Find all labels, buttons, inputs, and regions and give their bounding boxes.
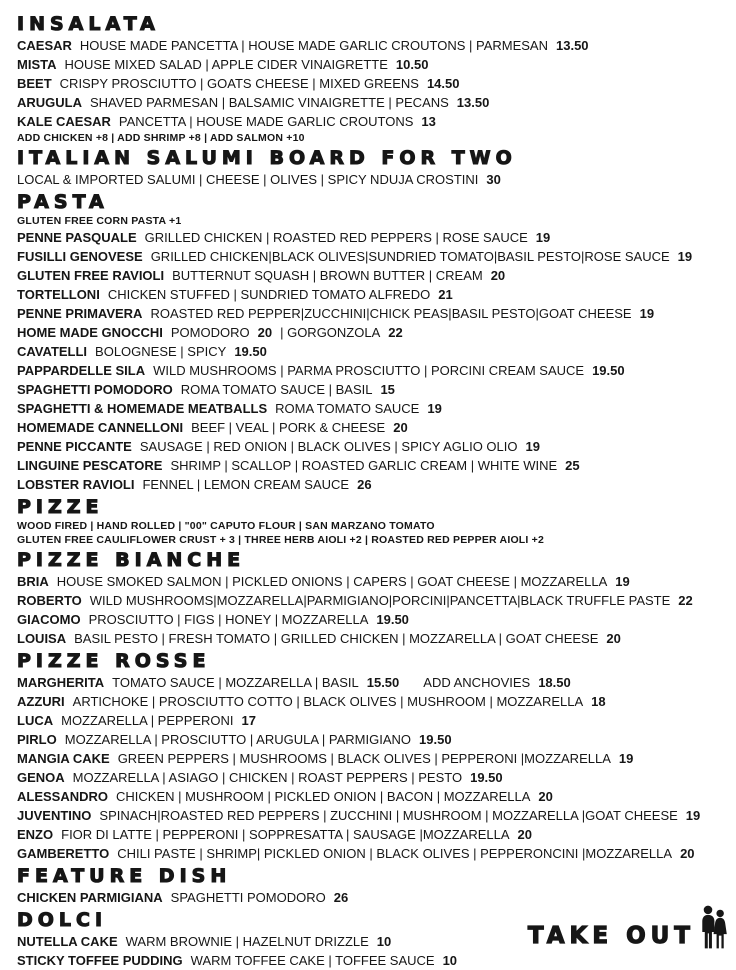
section-title-insalata: INSALATA <box>17 13 160 35</box>
item-description: GRILLED CHICKEN|BLACK OLIVES|SUNDRIED TOMATO|BASIL PESTO|ROSE SAUCE <box>150 249 670 264</box>
item-price: 20 <box>393 420 408 435</box>
item-name: MISTA <box>17 57 57 72</box>
item-description: HOUSE MIXED SALAD | APPLE CIDER VINAIGRETTE <box>64 57 388 72</box>
menu-item <box>17 730 730 749</box>
item-price: 20 <box>490 268 506 283</box>
item-name: GAMBERETTO <box>17 846 110 861</box>
item-description: CRISPY PROSCIUTTO | GOATS CHEESE | MIXED GREENS <box>59 76 419 91</box>
section-pizze <box>17 497 730 547</box>
item-price: 17 <box>241 713 256 728</box>
item-description: BEEF | VEAL | PORK & CHEESE <box>191 420 386 435</box>
item-name: GIACOMO <box>17 612 81 627</box>
menu-item <box>17 692 730 711</box>
item-name: LOUISA <box>17 631 67 646</box>
item-description: CHICKEN | MUSHROOM | PICKLED ONION | BACON | MOZZARELLA <box>116 789 531 804</box>
section-title-pasta: PASTA <box>17 191 109 213</box>
item-name: PENNE PRIMAVERA <box>17 306 143 321</box>
takeout-label: TAKE OUT <box>527 923 695 949</box>
item-name: PENNE PASQUALE <box>17 230 137 245</box>
item-description: BASIL PESTO | FRESH TOMATO | GRILLED CHICKEN | MOZZARELLA | GOAT CHEESE <box>74 631 599 646</box>
menu-item <box>17 170 730 189</box>
item-price: 19 <box>618 751 634 766</box>
item-name: GLUTEN FREE RAVIOLI <box>17 268 165 283</box>
menu-item <box>17 74 730 93</box>
item-price: 19 <box>427 401 442 416</box>
item-description: ADD ANCHOVIES <box>423 675 531 690</box>
section-title-pizze: PIZZE <box>17 496 104 518</box>
item-description: POMODORO <box>170 325 250 340</box>
menu-note <box>17 533 730 547</box>
note-text: GLUTEN FREE CAULIFLOWER CRUST + 3 | THREE HERB AIOLI +2 | ROASTED RED PEPPER AIOLI +2 <box>17 534 545 546</box>
item-price: 19 <box>615 574 630 589</box>
item-name: GENOA <box>17 770 65 785</box>
section-title-pizze-rosse: PIZZE ROSSE <box>17 650 211 672</box>
item-description: WILD MUSHROOMS|MOZZARELLA|PARMIGIANO|PORCINI|PANCETTA|BLACK TRUFFLE PASTE <box>89 593 671 608</box>
item-price: 19 <box>677 249 693 264</box>
menu-item <box>17 304 730 323</box>
section-insalata <box>17 14 730 145</box>
item-description: HOUSE SMOKED SALMON | PICKLED ONIONS | CAPERS | GOAT CHEESE | MOZZARELLA <box>56 574 608 589</box>
menu-item <box>17 418 730 437</box>
item-description: BUTTERNUT SQUASH | BROWN BUTTER | CREAM <box>172 268 483 283</box>
item-name: SPAGHETTI POMODORO <box>17 382 173 397</box>
menu-item <box>17 806 730 825</box>
item-description: BOLOGNESE | SPICY <box>95 344 227 359</box>
item-name: HOME MADE GNOCCHI <box>17 325 163 340</box>
menu-item <box>17 285 730 304</box>
menu-item <box>17 673 730 692</box>
section-title-italian-salumi-board-for-two: ITALIAN SALUMI BOARD FOR TWO <box>17 147 517 169</box>
section-pizze-rosse <box>17 651 730 863</box>
menu-item <box>17 475 730 494</box>
menu-note <box>17 519 730 533</box>
item-price: 19 <box>525 439 540 454</box>
item-name: LUCA <box>17 713 54 728</box>
section-title-feature-dish: FEATURE DISH <box>17 865 232 887</box>
menu-item <box>17 456 730 475</box>
item-price: 18.50 <box>538 675 571 690</box>
menu-item <box>17 711 730 730</box>
section-pizze-bianche <box>17 550 730 648</box>
item-price: 20 <box>680 846 695 861</box>
menu-item <box>17 342 730 361</box>
item-price: 19.50 <box>592 363 625 378</box>
item-price: 19.50 <box>419 732 452 747</box>
item-name: MANGIA CAKE <box>17 751 110 766</box>
item-description: GREEN PEPPERS | MUSHROOMS | BLACK OLIVES | PEPPERONI |MOZZARELLA <box>117 751 611 766</box>
item-price: 21 <box>438 287 453 302</box>
item-description: ROMA TOMATO SAUCE <box>275 401 420 416</box>
menu-item <box>17 844 730 863</box>
item-name: HOMEMADE CANNELLONI <box>17 420 184 435</box>
item-description: WILD MUSHROOMS | PARMA PROSCIUTTO | PORCINI CREAM SAUCE <box>153 363 585 378</box>
item-description: FIOR DI LATTE | PEPPERONI | SOPPRESATTA | SAUSAGE |MOZZARELLA <box>61 827 510 842</box>
item-name: NUTELLA CAKE <box>17 934 118 949</box>
item-price: 15 <box>380 382 395 397</box>
takeout-logo <box>528 902 728 952</box>
menu-item <box>17 323 730 342</box>
item-description: CHILI PASTE | SHRIMP| PICKLED ONION | BLACK OLIVES | PEPPERONCINI |MOZZARELLA <box>117 846 673 861</box>
item-name: PENNE PICCANTE <box>17 439 132 454</box>
section-title-dolci: DOLCI <box>17 909 108 931</box>
menu-item <box>17 437 730 456</box>
item-price: 20 <box>257 325 273 340</box>
item-price: 14.50 <box>426 76 460 91</box>
item-price: 25 <box>565 458 580 473</box>
note-text: ADD CHICKEN +8 | ADD SHRIMP +8 | ADD SALMON +10 <box>17 132 305 144</box>
item-name: BEET <box>17 76 52 91</box>
item-name: SPAGHETTI & HOMEMADE MEATBALLS <box>17 401 268 416</box>
item-description: PANCETTA | HOUSE MADE GARLIC CROUTONS <box>118 114 414 129</box>
item-description: HOUSE MADE PANCETTA | HOUSE MADE GARLIC CROUTONS | PARMESAN <box>79 38 548 53</box>
section-feature-dish <box>17 866 730 907</box>
item-price: 30 <box>486 172 501 187</box>
menu-item <box>17 572 730 591</box>
item-name: KALE CAESAR <box>17 114 111 129</box>
note-text: WOOD FIRED | HAND ROLLED | "00" CAPUTO FLOUR | SAN MARZANO TOMATO <box>17 520 435 532</box>
item-name: CAESAR <box>17 38 72 53</box>
item-price: 15.50 <box>366 675 400 690</box>
item-name: PAPPARDELLE SILA <box>17 363 146 378</box>
item-name: ARUGULA <box>17 95 82 110</box>
menu-item <box>17 787 730 806</box>
menu-item <box>17 361 730 380</box>
menu-sections <box>17 14 730 970</box>
item-name: CAVATELLI <box>17 344 88 359</box>
item-price: 22 <box>678 593 693 608</box>
item-price: 19 <box>685 808 701 823</box>
item-description: SPINACH|ROASTED RED PEPPERS | ZUCCHINI | MUSHROOM | MOZZARELLA |GOAT CHEESE <box>99 808 678 823</box>
item-name: CHICKEN PARMIGIANA <box>17 890 163 905</box>
item-price: 13.50 <box>456 95 490 110</box>
item-price: 10 <box>442 953 458 968</box>
menu-item <box>17 399 730 418</box>
item-description: PROSCIUTTO | FIGS | HONEY | MOZZARELLA <box>88 612 369 627</box>
item-price: 19 <box>639 306 655 321</box>
item-price: 20 <box>517 827 532 842</box>
menu-item <box>17 247 730 266</box>
item-name: ROBERTO <box>17 593 82 608</box>
item-name: LOBSTER RAVIOLI <box>17 477 135 492</box>
section-pasta <box>17 192 730 494</box>
item-description: ROASTED RED PEPPER|ZUCCHINI|CHICK PEAS|BASIL PESTO|GOAT CHEESE <box>150 306 632 321</box>
menu-item <box>17 112 730 131</box>
item-price: 19.50 <box>376 612 409 627</box>
item-name: ALESSANDRO <box>17 789 109 804</box>
item-price: 13 <box>421 114 436 129</box>
item-price: 10.50 <box>395 57 429 72</box>
menu-note <box>17 131 730 145</box>
item-description: CHICKEN STUFFED | SUNDRIED TOMATO ALFREDO <box>107 287 431 302</box>
item-description: MOZZARELLA | PROSCIUTTO | ARUGULA | PARMIGIANO <box>64 732 412 747</box>
item-name: PIRLO <box>17 732 57 747</box>
item-name: ENZO <box>17 827 54 842</box>
menu-item <box>17 93 730 112</box>
menu-item <box>17 749 730 768</box>
item-name: LINGUINE PESCATORE <box>17 458 163 473</box>
menu-note <box>17 214 730 228</box>
menu-item <box>17 591 730 610</box>
standing-couple-icon <box>698 902 728 952</box>
item-description: TOMATO SAUCE | MOZZARELLA | BASIL <box>112 675 359 690</box>
menu-item <box>17 629 730 648</box>
item-description: GRILLED CHICKEN | ROASTED RED PEPPERS | ROSE SAUCE <box>144 230 528 245</box>
item-description: ROMA TOMATO SAUCE | BASIL <box>180 382 373 397</box>
menu-item <box>17 55 730 74</box>
item-name: MARGHERITA <box>17 675 105 690</box>
item-name: JUVENTINO <box>17 808 92 823</box>
menu-item <box>17 768 730 787</box>
item-description: WARM TOFFEE CAKE | TOFFEE SAUCE <box>190 953 435 968</box>
item-price: 22 <box>388 325 403 340</box>
item-description: MOZZARELLA | PEPPERONI <box>61 713 234 728</box>
item-price: 13.50 <box>556 38 589 53</box>
item-description: SPAGHETTI POMODORO <box>170 890 326 905</box>
item-price: 26 <box>333 890 349 905</box>
menu-item <box>17 951 730 970</box>
item-price: 18 <box>591 694 606 709</box>
item-price: 26 <box>357 477 372 492</box>
section-italian-salumi-board-for-two <box>17 148 730 189</box>
item-description: FENNEL | LEMON CREAM SAUCE <box>142 477 350 492</box>
item-price: 10 <box>376 934 392 949</box>
item-description: WARM BROWNIE | HAZELNUT DRIZZLE <box>125 934 369 949</box>
item-description: SHRIMP | SCALLOP | ROASTED GARLIC CREAM | WHITE WINE <box>170 458 558 473</box>
menu-item <box>17 266 730 285</box>
menu-item <box>17 36 730 55</box>
item-description: SHAVED PARMESAN | BALSAMIC VINAIGRETTE | PECANS <box>90 95 449 110</box>
menu-item <box>17 380 730 399</box>
item-price: 19.50 <box>234 344 267 359</box>
item-name: TORTELLONI <box>17 287 100 302</box>
item-price: 19 <box>535 230 551 245</box>
item-description: | GORGONZOLA <box>280 325 381 340</box>
item-price: 20 <box>606 631 621 646</box>
item-price: 19.50 <box>470 770 503 785</box>
item-description: SAUSAGE | RED ONION | BLACK OLIVES | SPICY AGLIO OLIO <box>139 439 518 454</box>
item-name: AZZURI <box>17 694 65 709</box>
note-text: GLUTEN FREE CORN PASTA +1 <box>17 215 182 227</box>
item-price: 20 <box>538 789 553 804</box>
menu-item <box>17 228 730 247</box>
item-description: ARTICHOKE | PROSCIUTTO COTTO | BLACK OLIVES | MUSHROOM | MOZZARELLA <box>72 694 584 709</box>
section-title-pizze-bianche: PIZZE BIANCHE <box>17 549 246 571</box>
menu-item <box>17 610 730 629</box>
item-description: LOCAL & IMPORTED SALUMI | CHEESE | OLIVES | SPICY NDUJA CROSTINI <box>17 172 479 187</box>
menu-item <box>17 825 730 844</box>
item-name: STICKY TOFFEE PUDDING <box>17 953 183 968</box>
item-description: MOZZARELLA | ASIAGO | CHICKEN | ROAST PEPPERS | PESTO <box>72 770 463 785</box>
item-name: FUSILLI GENOVESE <box>17 249 143 264</box>
item-name: BRIA <box>17 574 49 589</box>
